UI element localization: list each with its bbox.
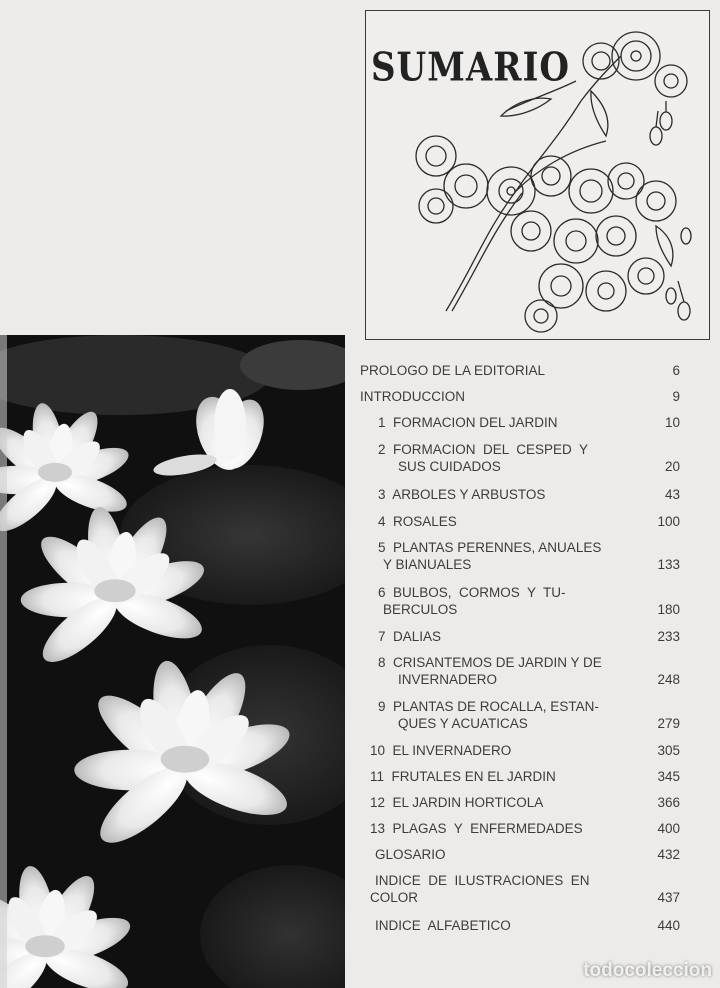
- toc-entry-label: INTRODUCCION: [360, 389, 465, 404]
- toc-page-number: 133: [657, 557, 680, 572]
- toc-page-number: 248: [657, 672, 680, 687]
- toc-entry-label: 11 FRUTALES EN EL JARDIN: [370, 769, 556, 784]
- toc-page-number: 345: [657, 769, 680, 784]
- toc-entry-label: SUS CUIDADOS: [398, 459, 501, 474]
- toc-page-number: 180: [657, 602, 680, 617]
- toc-entry-label: 6 BULBOS, CORMOS Y TU-: [378, 585, 566, 600]
- toc-page-number: 400: [657, 821, 680, 836]
- toc-page-number: 43: [664, 487, 680, 502]
- water-lily-photo: [0, 335, 345, 988]
- toc-page-number: 366: [657, 795, 680, 810]
- toc-entry-label: GLOSARIO: [375, 847, 446, 862]
- toc-entry-label: 3 ARBOLES Y ARBUSTOS: [378, 487, 546, 502]
- toc-entry-label: 10 EL INVERNADERO: [370, 743, 512, 758]
- toc-page-number: 437: [657, 890, 680, 905]
- toc-entry-label: 13 PLAGAS Y ENFERMEDADES: [370, 821, 583, 836]
- toc-page-number: 100: [657, 514, 680, 529]
- toc-entry-label: 7 DALIAS: [378, 629, 442, 644]
- toc-entry-label: 8 CRISANTEMOS DE JARDIN Y DE: [378, 655, 602, 670]
- toc-entry-label: 9 PLANTAS DE ROCALLA, ESTAN-: [378, 699, 599, 714]
- toc-entry-label: 5 PLANTAS PERENNES, ANUALES: [378, 540, 602, 555]
- toc-entry-label: 4 ROSALES: [378, 514, 457, 529]
- toc-entry-label: Y BIANUALES: [383, 557, 472, 572]
- toc-page-number: 440: [657, 918, 680, 933]
- toc-entry-label: QUES Y ACUATICAS: [398, 716, 528, 731]
- toc-page-number: 432: [657, 847, 680, 862]
- toc-entry-label: 2 FORMACION DEL CESPED Y: [378, 442, 589, 457]
- toc-page-number: 279: [657, 716, 680, 731]
- watermark-text: todocoleccion: [583, 960, 712, 981]
- toc-entry-label: 1 FORMACION DEL JARDIN: [378, 415, 558, 430]
- toc-page-number: 9: [672, 389, 680, 404]
- toc-entry-label: PROLOGO DE LA EDITORIAL: [360, 363, 546, 378]
- toc-entry-label: BERCULOS: [383, 602, 458, 617]
- toc-page-number: 305: [657, 743, 680, 758]
- toc-entry-label: INDICE DE ILUSTRACIONES EN: [375, 873, 590, 888]
- page-edge: [0, 335, 7, 988]
- sumario-illustration-box: [365, 10, 710, 340]
- toc-page-number: 6: [672, 363, 680, 378]
- toc-page-number: 20: [664, 459, 680, 474]
- toc-entry-label: 12 EL JARDIN HORTICOLA: [370, 795, 544, 810]
- toc-entry-label: COLOR: [370, 890, 419, 905]
- page-title: SUMARIO: [371, 45, 570, 91]
- toc-page-number: 233: [657, 629, 680, 644]
- toc-entry-label: INVERNADERO: [398, 672, 498, 687]
- toc-entry-label: INDICE ALFABETICO: [375, 918, 511, 933]
- toc-page-number: 10: [664, 415, 680, 430]
